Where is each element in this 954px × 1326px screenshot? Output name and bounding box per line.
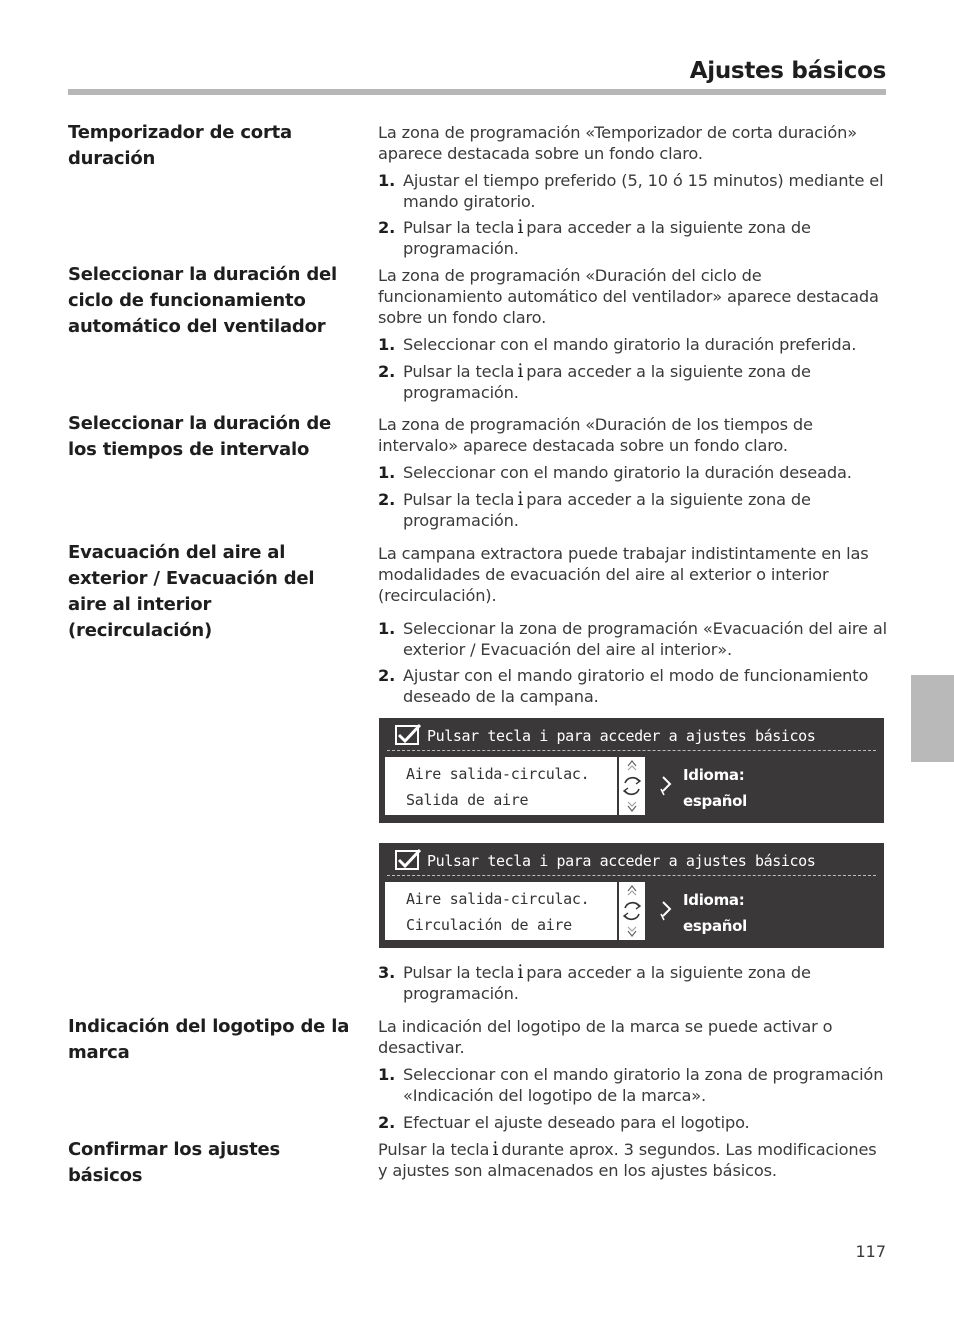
section-intro-interval: La zona de programación «Duración de los tiempos de intervalo» aparece destacada sobre un fondo claro. — [378, 415, 813, 455]
rotary-knob-icon — [619, 882, 645, 940]
title-rule — [68, 89, 886, 95]
step-text: Seleccionar con el mando giratorio la duración deseada. — [403, 463, 852, 482]
info-key-icon: i — [492, 1138, 499, 1160]
step-text — [378, 217, 888, 259]
step-text-after: para acceder a la siguiente zona de programación. — [403, 963, 811, 1003]
step-item — [378, 618, 888, 660]
display-prompt: Pulsar tecla i para acceder a ajustes básicos — [427, 852, 816, 870]
language-label: Idioma: — [683, 891, 745, 909]
step-text-after: para acceder a la siguiente zona de programación. — [403, 362, 811, 402]
info-key-icon: i — [517, 216, 524, 238]
step-text — [378, 962, 888, 1004]
step-text: Efectuar el ajuste deseado para el logotipo. — [403, 1113, 750, 1132]
menu-value: Circulación de aire — [406, 916, 572, 934]
section-heading-timer: Temporizador de corta duración — [68, 122, 292, 169]
step-item — [378, 361, 888, 403]
section-intro-confirm — [378, 1139, 888, 1181]
step-text-before: Pulsar la tecla — [403, 490, 515, 509]
step-number: 1. — [378, 1065, 396, 1084]
step-item — [378, 1112, 888, 1133]
step-text: Seleccionar la zona de programación «Evacuación del aire al exterior / Evacuación del aire al interior». — [403, 619, 887, 659]
language-value: español — [683, 792, 747, 810]
step-text: Ajustar el tiempo preferido (5, 10 ó 15 minutos) mediante el mando giratorio. — [403, 171, 884, 211]
confirm-text-after: durante aprox. 3 segundos. Las modificaciones y ajustes son almacenados en los ajustes básicos. — [378, 1140, 877, 1180]
info-key-icon: i — [517, 360, 524, 382]
section-heading-interval: Seleccionar la duración de los tiempos de intervalo — [68, 413, 332, 460]
step-item — [378, 217, 888, 259]
step-text-before: Pulsar la tecla — [403, 362, 515, 381]
step-text — [378, 361, 888, 403]
chevron-right-icon — [660, 775, 674, 797]
checkbox-checked-icon — [395, 724, 421, 746]
step-item — [378, 1064, 888, 1106]
step-number: 3. — [378, 963, 396, 982]
step-text: Ajustar con el mando giratorio el modo de funcionamiento deseado de la campana. — [403, 666, 869, 706]
step-number: 2. — [378, 218, 396, 237]
display-panel-recirculation — [379, 843, 884, 948]
section-intro-logo: La indicación del logotipo de la marca se puede activar o desactivar. — [378, 1017, 833, 1057]
step-number: 2. — [378, 666, 396, 685]
menu-title: Aire salida-circulac. — [406, 890, 590, 908]
step-number: 1. — [378, 171, 396, 190]
step-text-before: Pulsar la tecla — [403, 963, 515, 982]
step-number: 2. — [378, 1113, 396, 1132]
menu-box — [385, 882, 617, 940]
info-key-icon: i — [517, 488, 524, 510]
checkbox-checked-icon — [395, 849, 421, 871]
menu-title: Aire salida-circulac. — [406, 765, 590, 783]
display-panel-exhaust — [379, 718, 884, 823]
step-number: 1. — [378, 463, 396, 482]
step-number: 2. — [378, 490, 396, 509]
step-text-after: para acceder a la siguiente zona de programación. — [403, 490, 811, 530]
step-number: 1. — [378, 619, 396, 638]
step-text-before: Pulsar la tecla — [403, 218, 515, 237]
display-prompt: Pulsar tecla i para acceder a ajustes básicos — [427, 727, 816, 745]
chevron-right-icon — [660, 900, 674, 922]
step-number: 2. — [378, 362, 396, 381]
section-intro-fan-cycle: La zona de programación «Duración del ciclo de funcionamiento automático del ventilador» aparece destacada sobre un fondo claro. — [378, 266, 879, 327]
page-title: Ajustes básicos — [689, 58, 886, 84]
menu-value: Salida de aire — [406, 791, 529, 809]
info-key-icon: i — [517, 961, 524, 983]
step-number: 1. — [378, 335, 396, 354]
dashed-divider — [387, 750, 876, 751]
section-intro-air-mode: La campana extractora puede trabajar indistintamente en las modalidades de evacuación del aire al exterior o interior (recirculación). — [378, 544, 869, 605]
step-item — [378, 170, 888, 212]
step-item — [378, 462, 888, 483]
section-heading-air-mode: Evacuación del aire al exterior / Evacuación del aire al interior (recirculación) — [68, 542, 315, 641]
step-text: Seleccionar con el mando giratorio la zona de programación «Indicación del logotipo de la marca». — [403, 1065, 884, 1105]
step-item — [378, 962, 888, 1004]
side-tab — [911, 675, 954, 762]
section-intro-timer: La zona de programación «Temporizador de corta duración» aparece destacada sobre un fondo claro. — [378, 123, 857, 163]
step-item — [378, 489, 888, 531]
section-heading-logo: Indicación del logotipo de la marca — [68, 1016, 350, 1063]
step-text-after: para acceder a la siguiente zona de programación. — [403, 218, 811, 258]
page-number: 117 — [855, 1242, 886, 1261]
section-heading-fan-cycle: Seleccionar la duración del ciclo de funcionamiento automático del ventilador — [68, 264, 337, 337]
section-heading-confirm: Confirmar los ajustes básicos — [68, 1139, 281, 1186]
menu-box — [385, 757, 617, 815]
step-text — [378, 489, 888, 531]
language-label: Idioma: — [683, 766, 745, 784]
step-text: Seleccionar con el mando giratorio la duración preferida. — [403, 335, 857, 354]
dashed-divider — [387, 875, 876, 876]
step-item — [378, 665, 888, 707]
rotary-knob-icon — [619, 757, 645, 815]
step-item — [378, 334, 888, 355]
language-value: español — [683, 917, 747, 935]
confirm-text-before: Pulsar la tecla — [378, 1140, 490, 1159]
